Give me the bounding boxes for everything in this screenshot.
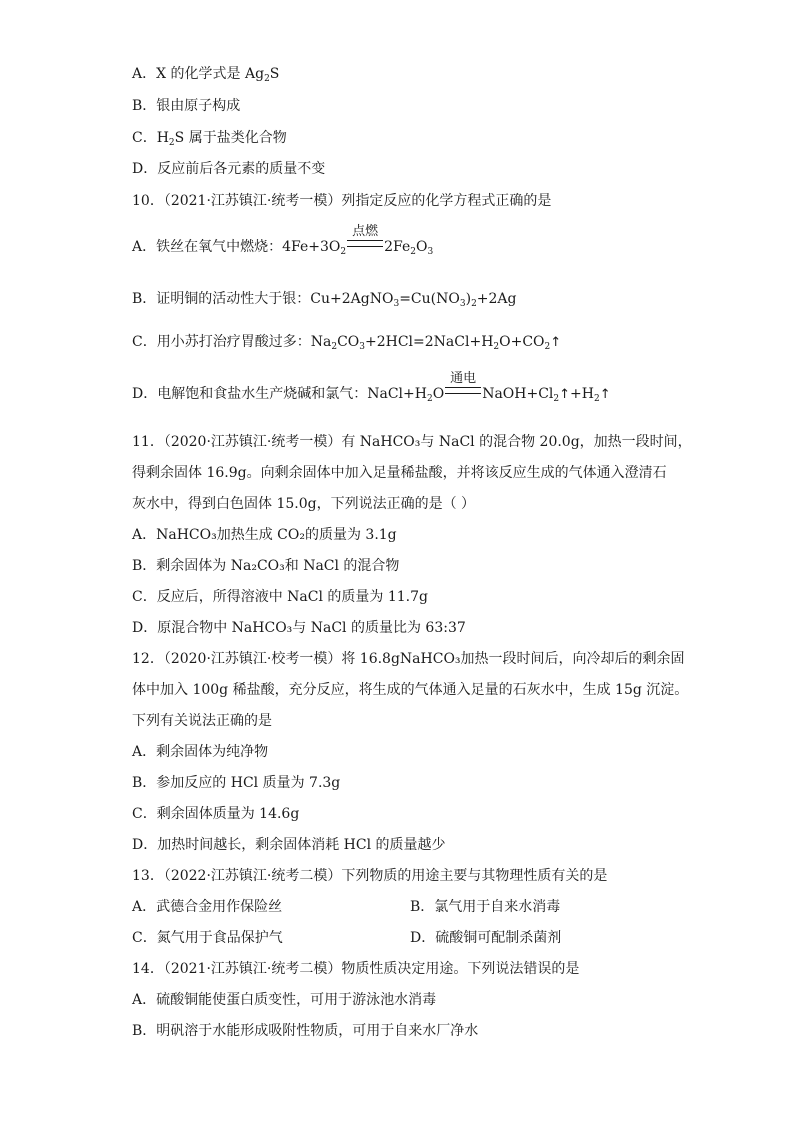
- q14-option-a: A．硫酸铜能使蛋白质变性，可用于游泳池水消毒: [132, 992, 437, 1008]
- q10-option-d: D．电解饱和食盐水生产烧碱和氯气：$NaCl+H_2O$ 通电 $NaOH+Cl_2↑+H_2↑$: [132, 371, 611, 404]
- reaction-condition-a: 点燃: [347, 237, 383, 257]
- q10-option-b: B．证明铜的活动性大于银：$Cu+2AgNO_3=Cu(NO_3)_2+2Ag$: [132, 291, 517, 309]
- q9-option-d: D．反应前后各元素的质量不变: [132, 161, 326, 177]
- q11-stem-line-1: 11．（2020·江苏镇江·统考一模）有 NaHCO₃与 NaCl 的混合物 20.0g，加热一段时间，: [132, 434, 692, 450]
- q12-stem-line-3: 下列有关说法正确的是: [132, 713, 272, 729]
- q10-stem: 10．（2021·江苏镇江·统考一模）列指定反应的化学方程式正确的是: [132, 193, 552, 209]
- q9-option-b: B．银由原子构成: [132, 98, 241, 114]
- q13-option-b: B．氯气用于自来水消毒: [410, 899, 561, 915]
- q14-option-b: B．明矾溶于水能形成吸附性物质，可用于自来水厂净水: [132, 1023, 479, 1039]
- q12-option-a: A．剩余固体为纯净物: [132, 744, 269, 760]
- q13-option-d: D．硫酸铜可配制杀菌剂: [410, 930, 562, 946]
- q10-option-c: C．用小苏打治疗胃酸过多：$Na_2CO_3+2HCl=2NaCl+H_2O+CO_2↑$: [132, 334, 562, 352]
- q12-option-c: C．剩余固体质量为 14.6g: [132, 806, 300, 822]
- gas-arrow-icon: ↑: [599, 387, 611, 402]
- q14-stem: 14．（2021·江苏镇江·统考二模）物质性质决定用途。下列说法错误的是: [132, 961, 580, 977]
- q13-option-c: C．氮气用于食品保护气: [132, 930, 283, 946]
- q11-option-b: B．剩余固体为 Na₂CO₃和 NaCl 的混合物: [132, 558, 400, 574]
- equation-b: $Cu+2AgNO_3=Cu(NO_3)_2+2Ag$: [310, 291, 517, 309]
- gas-arrow-icon: ↑: [559, 387, 571, 402]
- q13-stem: 13．（2022·江苏镇江·统考二模）下列物质的用途主要与其物理性质有关的是: [132, 868, 608, 884]
- reaction-condition-d: 通电: [445, 384, 481, 404]
- q10-option-a: A．铁丝在氧气中燃烧：$4Fe+3O_2$ 点燃 $2Fe_2O_3$: [132, 224, 434, 257]
- q9-option-a: A．X 的化学式是 $Ag_2S$: [132, 66, 280, 84]
- q11-option-c: C．反应后，所得溶液中 NaCl 的质量为 11.7g: [132, 589, 428, 605]
- q12-option-b: B．参加反应的 HCl 质量为 7.3g: [132, 775, 341, 791]
- q11-option-a: A．NaHCO₃加热生成 CO₂的质量为 3.1g: [132, 527, 397, 543]
- q12-stem-line-2: 体中加入 100g 稀盐酸，充分反应，将生成的气体通入足量的石灰水中，生成 15g 沉淀。: [132, 682, 689, 698]
- equation-d: $NaCl+H_2O$ 通电 $NaOH+Cl_2↑+H_2↑$: [367, 371, 611, 404]
- q13-option-a: A．武德合金用作保险丝: [132, 899, 283, 915]
- q11-stem-line-2: 得剩余固体 16.9g。向剩余固体中加入足量稀盐酸，并将该反应生成的气体通入澄清石: [132, 465, 667, 481]
- q12-option-d: D．加热时间越长，剩余固体消耗 HCl 的质量越少: [132, 837, 446, 853]
- q9-option-c: C．$H_2S$ 属于盐类化合物: [132, 130, 287, 148]
- gas-arrow-icon: ↑: [550, 335, 562, 350]
- equation-c: $Na_2CO_3+2HCl=2NaCl+H_2O+CO_2↑$: [310, 334, 562, 352]
- q11-option-d: D．原混合物中 NaHCO₃与 NaCl 的质量比为 63:37: [132, 620, 466, 636]
- equation-a: $4Fe+3O_2$ 点燃 $2Fe_2O_3$: [282, 224, 434, 257]
- q11-stem-line-3: 灰水中，得到白色固体 15.0g，下列说法正确的是（ ）: [132, 496, 476, 512]
- q12-stem-line-1: 12．（2020·江苏镇江·校考一模）将 16.8gNaHCO₃加热一段时间后，向冷却后的剩余固: [132, 651, 685, 667]
